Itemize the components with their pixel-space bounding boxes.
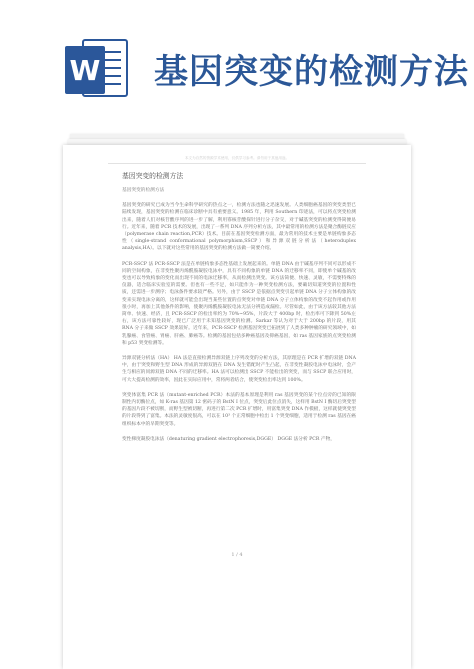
paragraph: 基因突变的研究已成为当今生命科学研究的热点之一，检测方法也随之迅速发展。人类细胞癌基因的突变类型已陆续发现，基因突变的检测在临床诊断中具有重要意义。1985 年，利用 Southern 印迹法，可以将点突变检测出来，随着人们对核苷酸序列的进一步了解，利用寡核苷酸探针进行分子杂交，对于碱基突变的检测变得简便易行。近年来，随着 PCR 技术的发展，出现了一系列 DNA 序列分析方法，其中最常用的检测方法是聚合酶链反应（polymerase chain reaction,PCR）技术。目前在基因突变检测方面，最为常用的技术主要是单链构象多态性（single-strand conformational polymorphism,SSCP）和异源双链分析法（heteroduplex analysis,HA）。以下就对这些常用的基因突变的检测方法做一简要介绍。 — [122, 203, 356, 252]
paragraph: 突变体富集 PCR 法（mutant-enriched PCR）本法的基本原理是利用 ras 基因突变的某个位点旁的已知的限制性内切酶位点，如 K-ras 基因第 12 密码子的 BstN I 位点，突变后此位点消失，这样用 BstN I 酶切后突变型的基因片段不被切断，而野生型被切断，再进行第二次 PCR 扩增时，用富集突变 DNA 作模板，这样就使突变型的片段得到了富集。本法的灵敏度很高，可以在 10³ 个正常细胞中检出 1 个突变细胞，适用于检测 ras 基因在癌组织标本中的早期突变等。 — [122, 392, 356, 427]
page-header-note: 本文为自然的资源学术使用，仅供学习参考。请勿用于其他用途。 — [184, 156, 290, 160]
document-title: 基因突变的检测方法 — [154, 52, 469, 92]
content-heading: 基因突变的检测方法 — [122, 172, 184, 180]
document-page — [63, 145, 411, 669]
header — [0, 0, 474, 140]
paragraph: 变性梯度凝胶电泳法（denaturing gradient electrophoresis,DGGE） DGGE 法分析 PCR 产物， — [122, 436, 335, 442]
word-document-icon — [63, 38, 131, 100]
header-divider — [108, 163, 366, 164]
paragraph: PCR-SSCP 法 PCR-SSCP 法是在单链构象多态性基础上发展起来的。单链 DNA 由于碱基序列不同可以形成不同的空间构象，在非变性聚丙烯酰胺凝胶电泳中，具有不同构象的单链 DNA 的迁移率不同，即使单个碱基的改变也可以导致构象的变化而出现不同的电泳迁移率，从而检测出突变。该方法简便、快速、灵敏，不需要特殊的仪器，适合临床实验室的需要。但也有一些不足，如只能作为一种突变检测方法，要确切知道突变的位置和性质，还需进一步测序；电泳条件要求较严格。另外，由于 SSCP 是依据点突变引起单链 DNA 分子立体构象的改变来实现电泳分离的，这样就可能会出现当某些位置的点突变对单链 DNA 分子立体构象的改变不起作用或作用很小时，再加上其他条件的影响，使聚丙烯酰胺凝胶电泳无法分辨造成漏检。尽管如此，由于该方法较其他方法简单、快速、经济，且 PCR-SSCP 的检出率约为 70%~95%，片段大于 400bp 时，检出率可下降到 50%左右，该方法可靠性较好，现已广泛用于未知基因突变的检测。Sarkar 等认为对于大于 200bp 的片段，用其 RNA 分子来做 SSCP 效果较好。近年来，PCR-SSCP 检测基因突变已拓展到了人类多种肿瘤的研究领域中，如乳腺癌、食管癌、胃癌、肝癌、肺癌等。检测的基因包括多种癌基因及抑癌基因，如 ras 基因家族的点突变检测和 p53 突变检测等。 — [122, 261, 356, 346]
paragraph: 异源双链分析法（HA） HA 法是直接检测异源双链上序列改变的分析方法，其原理是在 PCR 扩增的双链 DNA 中，由于突变和野生型 DNA 形成的异源双链在 DNA 发生错配时产生凸起，在非变性凝胶电泳中电泳时，会产生与相应的同源双链 DNA 不同的迁移率。HA 法可以检测出 SSCP 不能检出的突变，而与 SSCP 联合应用时，可大大提高检测的效率，因此在实际应用中，常将两者结合，使突变检出率达到 100%。 — [122, 356, 356, 383]
svg-text:W: W — [69, 54, 101, 87]
content-subheading: 基因突变的检测方法 — [122, 188, 165, 193]
page-content — [122, 172, 356, 451]
page-number: 1 / 4 — [231, 552, 243, 558]
